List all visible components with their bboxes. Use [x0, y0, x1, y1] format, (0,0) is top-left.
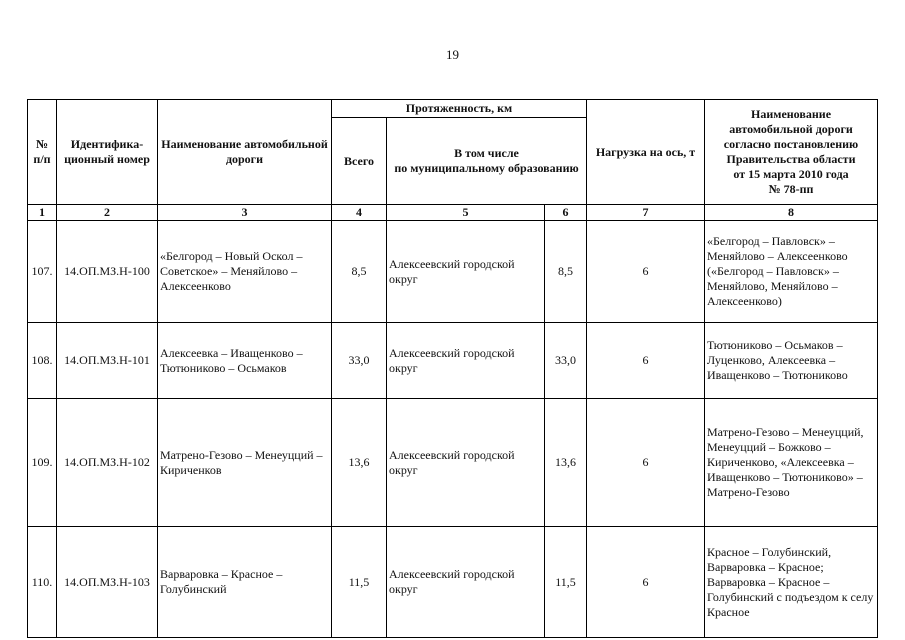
header-including-line2: по муниципальному образованию — [394, 161, 579, 175]
table-row — [28, 399, 878, 527]
row-axle: 6 — [587, 323, 705, 399]
row-mun-length: 13,6 — [545, 399, 587, 527]
row-id: 14.ОП.МЗ.Н-103 — [57, 527, 158, 638]
row-municipality: Алексеевский городской округ — [387, 221, 545, 323]
row-total: 11,5 — [332, 527, 387, 638]
header-total: Всего — [332, 118, 387, 205]
row-municipality: Алексеевский городской округ — [387, 527, 545, 638]
column-number: 1 — [28, 205, 57, 221]
row-num: 107. — [28, 221, 57, 323]
table-row — [28, 221, 878, 323]
column-number: 2 — [57, 205, 158, 221]
row-num: 109. — [28, 399, 57, 527]
row-total: 13,6 — [332, 399, 387, 527]
row-gov-name: Тютюниково – Осьмаков – Луценково, Алексеевка – Иващенково – Тютюниково — [705, 323, 878, 399]
row-axle: 6 — [587, 527, 705, 638]
row-road-name: Варваровка – Красное – Голубинский — [158, 527, 332, 638]
header-road-name: Наименование автомобильной дороги — [158, 100, 332, 205]
row-axle: 6 — [587, 221, 705, 323]
header-gov-line: № 78-пп — [768, 182, 814, 196]
row-road-name: Алексеевка – Иващенково – Тютюниково – Осьмаков — [158, 323, 332, 399]
row-num: 110. — [28, 527, 57, 638]
header-gov-line: от 15 марта 2010 года — [733, 167, 849, 181]
table-row — [28, 323, 878, 399]
row-municipality: Алексеевский городской округ — [387, 399, 545, 527]
row-mun-length: 8,5 — [545, 221, 587, 323]
row-mun-length: 33,0 — [545, 323, 587, 399]
column-number: 3 — [158, 205, 332, 221]
column-number: 4 — [332, 205, 387, 221]
header-gov-line: согласно постановлению — [723, 137, 859, 151]
row-gov-name: Матрено-Гезово – Менеуцций, Менеуцций – Божково – Кириченково, «Алексеевка – Иващенково – Тютюниково» – Матрено-Гезово — [705, 399, 878, 527]
header-including-line1: В том числе — [454, 146, 519, 160]
header-gov-line: Правительства области — [726, 152, 856, 166]
row-total: 8,5 — [332, 221, 387, 323]
header-including — [387, 118, 587, 205]
header-gov-line: Наименование — [751, 107, 832, 121]
row-mun-length: 11,5 — [545, 527, 587, 638]
row-gov-name: Красное – Голубинский, Варваровка – Красное; Варваровка – Красное – Голубинский с подъездом к селу Красное — [705, 527, 878, 638]
row-municipality: Алексеевский городской округ — [387, 323, 545, 399]
page-number: 19 — [446, 47, 459, 62]
header-gov-line: автомобильной дороги — [729, 122, 853, 136]
row-road-name: «Белгород – Новый Оскол – Советское» – Меняйлово – Алексеенково — [158, 221, 332, 323]
roads-table — [27, 99, 878, 638]
column-number: 5 — [387, 205, 545, 221]
column-number: 7 — [587, 205, 705, 221]
table-row — [28, 527, 878, 638]
row-id: 14.ОП.МЗ.Н-100 — [57, 221, 158, 323]
header-axle: Нагрузка на ось, т — [587, 100, 705, 205]
column-number: 6 — [545, 205, 587, 221]
header-gov-name — [705, 100, 878, 205]
row-id: 14.ОП.МЗ.Н-101 — [57, 323, 158, 399]
header-ident: Идентифика-ционный номер — [57, 100, 158, 205]
row-road-name: Матрено-Гезово – Менеуцций – Кириченков — [158, 399, 332, 527]
row-total: 33,0 — [332, 323, 387, 399]
column-number: 8 — [705, 205, 878, 221]
header-num: № п/п — [28, 100, 57, 205]
header-length: Протяженность, км — [332, 100, 587, 118]
row-num: 108. — [28, 323, 57, 399]
row-id: 14.ОП.МЗ.Н-102 — [57, 399, 158, 527]
row-gov-name: «Белгород – Павловск» – Меняйлово – Алексеенково («Белгород – Павловск» – Меняйлово, Меняйлово – Алексеенково) — [705, 221, 878, 323]
row-axle: 6 — [587, 399, 705, 527]
